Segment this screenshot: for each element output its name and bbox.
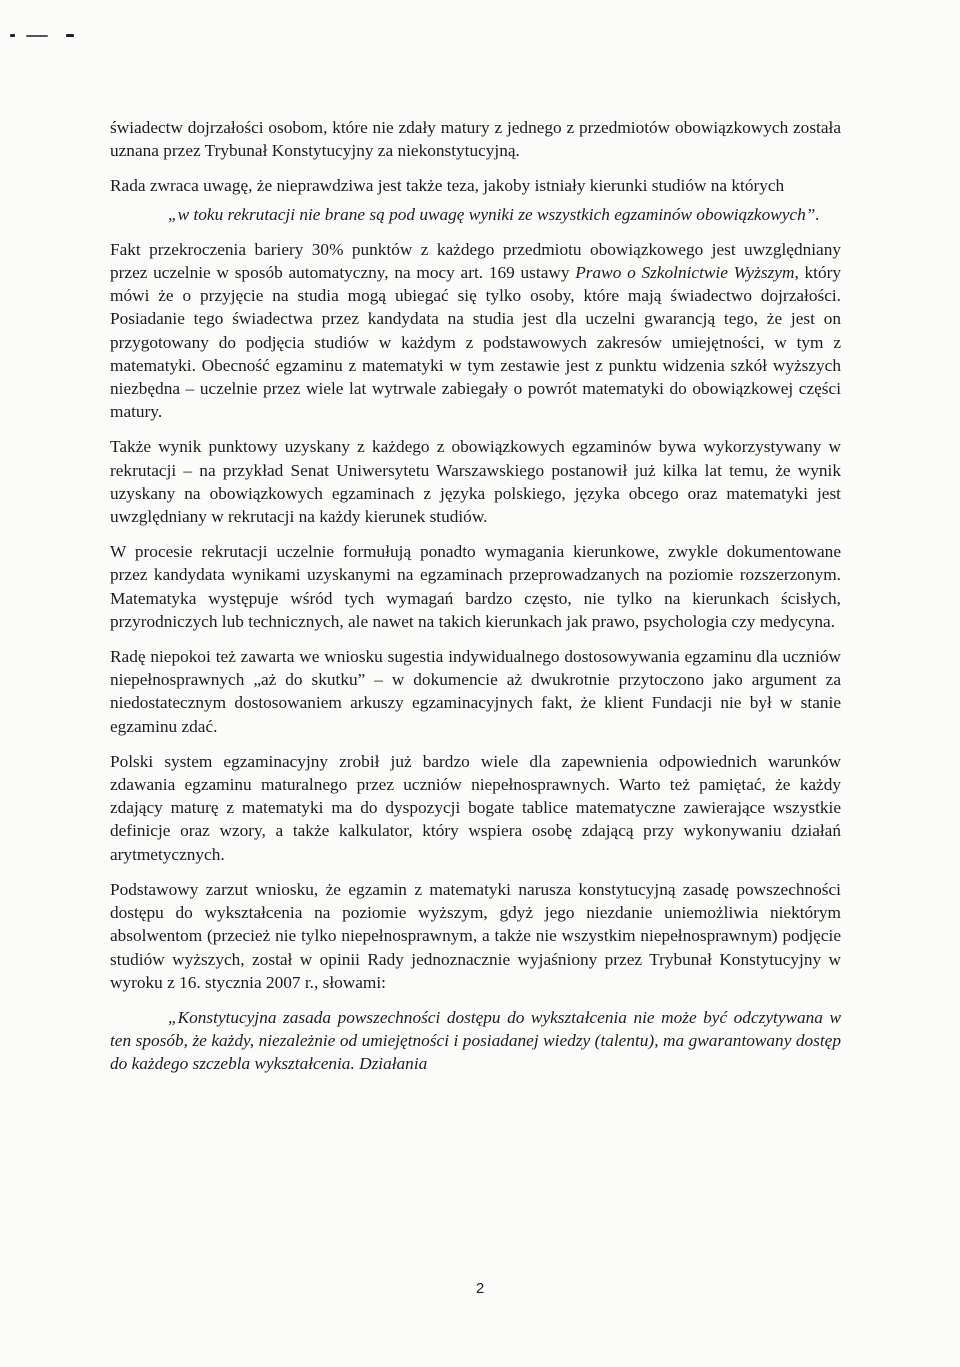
- block-quote: „w toku rekrutacji nie brane są pod uwagę wyniki ze wszystkich egzaminów obowiązkowych”.: [168, 204, 820, 224]
- paragraph: Także wynik punktowy uzyskany z każdego z obowiązkowych egzaminów bywa wykorzystywany w rekrutacji – na przykład Senat Uniwersytetu Warszawskiego postanowił już kilka lat temu, że wynik uzyskany na obowiązkowych egzaminach z języka polskiego, języka obcego oraz matematyki jest uwzględniany w rekrutacji na każdy kierunek studiów.: [110, 437, 841, 527]
- paragraph: W procesie rekrutacji uczelnie formułują ponadto wymagania kierunkowe, zwykle dokumentowane przez kandydata wynikami uzyskanymi na egzaminach przeprowadzanych na poziomie rozszerzonym. Matematyka występuje wśród tych wymagań bardzo często, nie tylko na kierunkach ścisłych, przyrodniczych lub technicznych, ale nawet na takich kierunkach jak prawo, psychologia czy medycyna.: [110, 542, 841, 631]
- law-title: Prawo o Szkolnictwie Wyższym: [575, 263, 795, 283]
- page-number: 2: [475, 1280, 485, 1297]
- paragraph: Radę niepokoi też zawarta we wniosku sugestia indywidualnego dostosowywania egzaminu dla uczniów niepełnosprawnych „aż do skutku” – w dokumencie aż dwukrotnie przytoczono jako argument za niedostatecznym dostosowaniem arkuszy egzaminacyjnych fakt, że klient Fundacji nie był w stanie egzaminu zdać.: [110, 647, 841, 736]
- document-body: [110, 116, 841, 1088]
- paragraph: świadectw dojrzałości osobom, które nie zdały matury z jednego z przedmiotów obowiązkowych została uznana przez Trybunał Konstytucyjny za niekonstytucyjną.: [110, 118, 841, 161]
- paragraph-text: , który mówi że o przyjęcie na studia mogą ubiegać się tylko osoby, które mają świadectwo dojrzałości. Posiadanie tego świadectwa przez kandydata na studia jest dla uczelni gwarancją tego, że jest on przygotowany do podjęcia studiów w każdym z podstawowych zakresów umiejętności, w tym z matematyki. Obecność egzaminu z matematyki w tym zestawie jest z punktu widzenia szkół wyższych niezbędna – uczelnie przez wiele lat wytrwale zabiegały o powrót matematyki do obowiązkowej części matury.: [110, 263, 841, 422]
- paragraph: Podstawowy zarzut wniosku, że egzamin z matematyki narusza konstytucyjną zasadę powszechności dostępu do wykształcenia na poziomie wyższym, gdyż jego niezdanie uniemożliwia niektórym absolwentom (przecież nie tylko niepełnosprawnym, a także nie wszystkim niepełnosprawnym) podjęcie studiów wyższych, został w opinii Rady jednoznacznie wyjaśniony przez Trybunał Konstytucyjny w wyroku z 16. stycznia 2007 r., słowami:: [110, 879, 841, 992]
- paragraph: Polski system egzaminacyjny zrobił już bardzo wiele dla zapewnienia odpowiednich warunków zdawania egzaminu maturalnego przez uczniów niepełnosprawnych. Warto też pamiętać, że każdy zdający maturę z matematyki ma do dyspozycji bogate tablice matematyczne zawierające wszystkie definicje oraz wzory, a także kalkulator, który wspiera osobę zdającą przy wykonywaniu działań arytmetycznych.: [110, 751, 841, 864]
- paragraph: [110, 238, 841, 424]
- scan-mark: [66, 34, 74, 37]
- scan-mark: [10, 34, 15, 37]
- scan-mark: [26, 35, 48, 37]
- paragraph: Rada zwraca uwagę, że nieprawdziwa jest także teza, jakoby istniały kierunki studiów na których: [110, 176, 785, 196]
- block-quote: „Konstytucyjna zasada powszechności dostępu do wykształcenia nie może być odczytywana w ten sposób, że każdy, niezależnie od umiejętności i posiadanej wiedzy (talentu), ma gwarantowany dostęp do każdego szczebla wykształcenia. Działania: [110, 1007, 841, 1074]
- paragraph-text: Fakt przekroczenia bariery 30% punktów z każdego przedmiotu obowiązkowego jest uwzględniany przez uczelnie w sposób automatyczny, na mocy art. 169 ustawy: [110, 239, 841, 283]
